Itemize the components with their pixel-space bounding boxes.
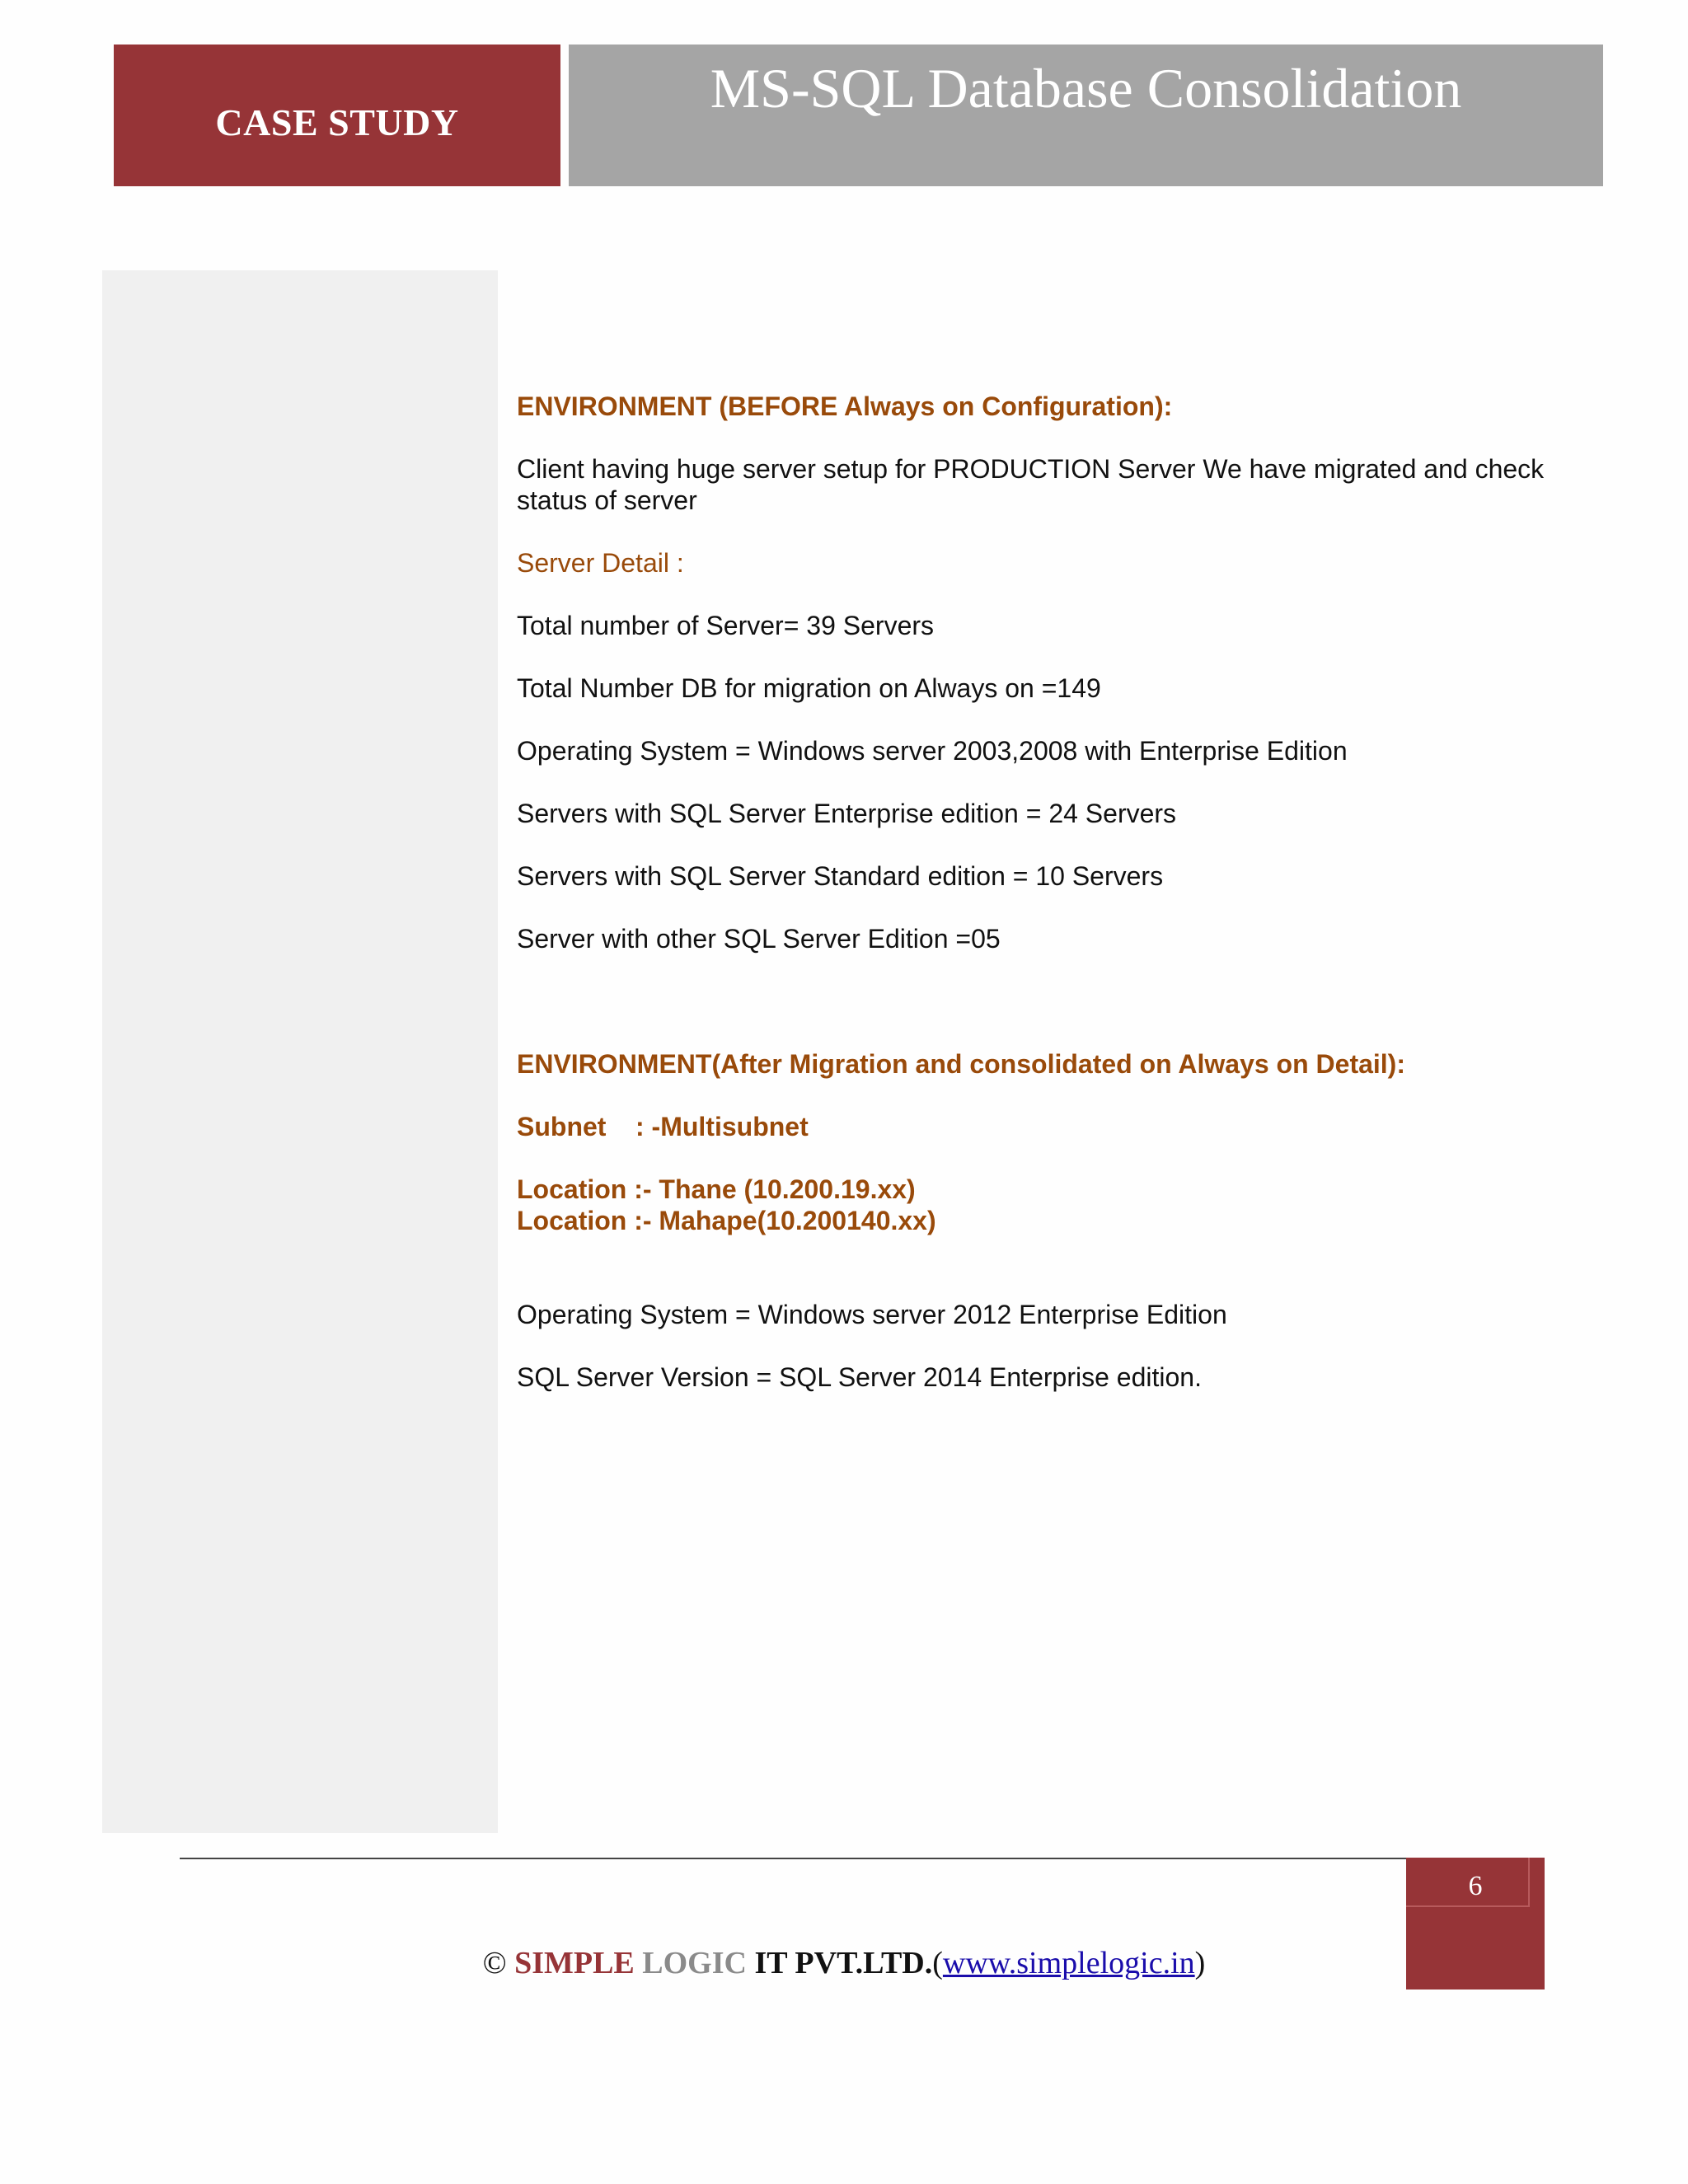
location-thane: Location :- Thane (10.200.19.xx)	[517, 1174, 916, 1204]
detail-item: Operating System = Windows server 2003,2008 with Enterprise Edition	[517, 736, 1348, 766]
intro-text-line-2: status of server	[517, 485, 697, 515]
intro-text-line-1: Client having huge server setup for PRODUCTION Server We have migrated and check	[517, 454, 1545, 484]
detail-item: Servers with SQL Server Enterprise edition = 24 Servers	[517, 799, 1177, 828]
detail-item: Total Number DB for migration on Always on =149	[517, 673, 1101, 703]
website-link[interactable]: www.simplelogic.in	[942, 1946, 1195, 1980]
server-detail-label: Server Detail :	[517, 548, 684, 578]
open-paren: (	[932, 1946, 943, 1980]
document-title: MS-SQL Database Consolidation	[710, 57, 1462, 120]
after-sql-version: SQL Server Version = SQL Server 2014 Enterprise edition.	[517, 1362, 1202, 1392]
detail-item: Total number of Server= 39 Servers	[517, 611, 935, 640]
title-banner	[569, 45, 1603, 186]
detail-item: Servers with SQL Server Standard edition = 10 Servers	[517, 861, 1164, 891]
copyright-symbol: ©	[482, 1946, 507, 1980]
page-number: 6	[1468, 1871, 1483, 1901]
detail-item: Server with other SQL Server Edition =05	[517, 924, 1001, 954]
brand-simple: SIMPLE	[514, 1946, 635, 1980]
main-content	[517, 391, 1588, 1393]
subnet-line: Subnet : -Multisubnet	[517, 1112, 809, 1141]
before-heading: ENVIRONMENT (BEFORE Always on Configuration):	[517, 391, 1173, 421]
brand-company: IT PVT.LTD.	[754, 1946, 933, 1980]
after-heading: ENVIRONMENT(After Migration and consolidated on Always on Detail):	[517, 1049, 1405, 1079]
location-mahape: Location :- Mahape(10.200140.xx)	[517, 1206, 936, 1235]
brand-logic: LOGIC	[642, 1946, 747, 1980]
footer-divider	[180, 1858, 1408, 1859]
after-os: Operating System = Windows server 2012 Enterprise Edition	[517, 1300, 1227, 1329]
footer-copyright	[0, 1945, 1688, 1981]
close-paren: )	[1194, 1946, 1206, 1980]
case-study-banner	[114, 45, 560, 186]
sidebar-panel	[102, 270, 498, 1833]
case-study-label: CASE STUDY	[215, 101, 459, 143]
